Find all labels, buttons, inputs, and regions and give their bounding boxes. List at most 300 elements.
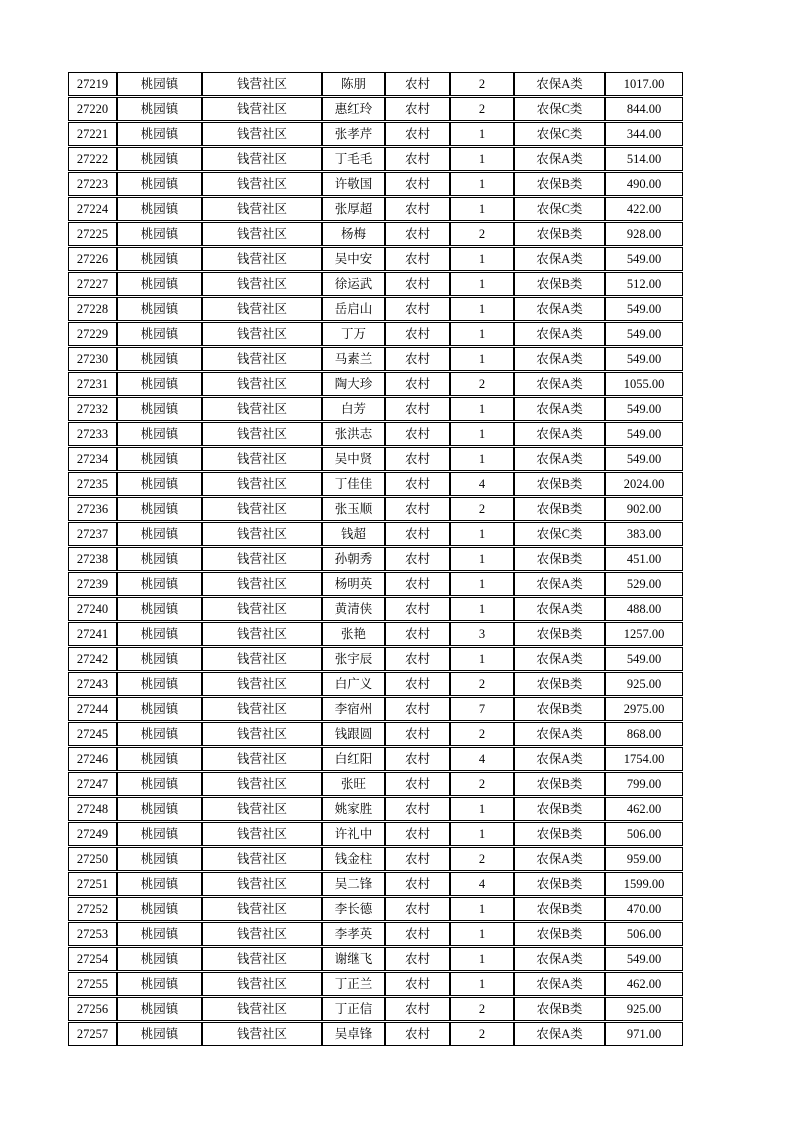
cell-count: 1 — [450, 147, 514, 171]
cell-category: 农保A类 — [514, 747, 605, 771]
table-row — [68, 272, 683, 296]
cell-name: 丁万 — [322, 322, 385, 346]
cell-amount: 971.00 — [605, 1022, 683, 1046]
cell-amount: 549.00 — [605, 397, 683, 421]
cell-community: 钱营社区 — [202, 272, 322, 296]
cell-count: 2 — [450, 1022, 514, 1046]
cell-id: 27257 — [68, 1022, 117, 1046]
cell-count: 1 — [450, 322, 514, 346]
cell-town: 桃园镇 — [117, 347, 202, 371]
cell-community: 钱营社区 — [202, 147, 322, 171]
cell-count: 1 — [450, 272, 514, 296]
table-row — [68, 122, 683, 146]
table-row — [68, 997, 683, 1021]
cell-id: 27240 — [68, 597, 117, 621]
cell-residence: 农村 — [385, 72, 450, 96]
cell-category: 农保A类 — [514, 322, 605, 346]
cell-count: 1 — [450, 422, 514, 446]
cell-id: 27222 — [68, 147, 117, 171]
cell-count: 1 — [450, 572, 514, 596]
cell-id: 27227 — [68, 272, 117, 296]
cell-amount: 549.00 — [605, 322, 683, 346]
cell-category: 农保B类 — [514, 922, 605, 946]
cell-category: 农保C类 — [514, 522, 605, 546]
cell-community: 钱营社区 — [202, 597, 322, 621]
cell-id: 27254 — [68, 947, 117, 971]
cell-residence: 农村 — [385, 547, 450, 571]
table-row — [68, 322, 683, 346]
cell-category: 农保B类 — [514, 172, 605, 196]
table-row — [68, 872, 683, 896]
cell-name: 李孝英 — [322, 922, 385, 946]
cell-category: 农保C类 — [514, 97, 605, 121]
cell-amount: 549.00 — [605, 947, 683, 971]
cell-community: 钱营社区 — [202, 322, 322, 346]
cell-residence: 农村 — [385, 222, 450, 246]
cell-amount: 549.00 — [605, 347, 683, 371]
cell-count: 4 — [450, 472, 514, 496]
table-row — [68, 847, 683, 871]
cell-amount: 549.00 — [605, 422, 683, 446]
cell-name: 张洪志 — [322, 422, 385, 446]
cell-community: 钱营社区 — [202, 472, 322, 496]
cell-amount: 488.00 — [605, 597, 683, 621]
cell-count: 1 — [450, 647, 514, 671]
cell-amount: 2024.00 — [605, 472, 683, 496]
cell-category: 农保B类 — [514, 797, 605, 821]
cell-community: 钱营社区 — [202, 547, 322, 571]
cell-id: 27245 — [68, 722, 117, 746]
cell-town: 桃园镇 — [117, 722, 202, 746]
cell-town: 桃园镇 — [117, 472, 202, 496]
cell-name: 许礼中 — [322, 822, 385, 846]
cell-category: 农保A类 — [514, 1022, 605, 1046]
cell-town: 桃园镇 — [117, 672, 202, 696]
cell-town: 桃园镇 — [117, 697, 202, 721]
cell-id: 27252 — [68, 897, 117, 921]
cell-amount: 451.00 — [605, 547, 683, 571]
cell-amount: 512.00 — [605, 272, 683, 296]
cell-amount: 799.00 — [605, 772, 683, 796]
cell-residence: 农村 — [385, 122, 450, 146]
cell-name: 丁正兰 — [322, 972, 385, 996]
cell-amount: 925.00 — [605, 997, 683, 1021]
cell-town: 桃园镇 — [117, 622, 202, 646]
cell-name: 陶大珍 — [322, 372, 385, 396]
table-row — [68, 522, 683, 546]
cell-category: 农保A类 — [514, 72, 605, 96]
cell-amount: 549.00 — [605, 297, 683, 321]
cell-community: 钱营社区 — [202, 297, 322, 321]
cell-name: 白广义 — [322, 672, 385, 696]
cell-category: 农保A类 — [514, 297, 605, 321]
table-row — [68, 147, 683, 171]
cell-town: 桃园镇 — [117, 72, 202, 96]
cell-residence: 农村 — [385, 297, 450, 321]
cell-count: 1 — [450, 972, 514, 996]
cell-name: 杨梅 — [322, 222, 385, 246]
cell-town: 桃园镇 — [117, 572, 202, 596]
cell-count: 1 — [450, 122, 514, 146]
cell-town: 桃园镇 — [117, 447, 202, 471]
cell-town: 桃园镇 — [117, 922, 202, 946]
cell-amount: 529.00 — [605, 572, 683, 596]
cell-town: 桃园镇 — [117, 822, 202, 846]
cell-community: 钱营社区 — [202, 622, 322, 646]
cell-category: 农保A类 — [514, 572, 605, 596]
cell-residence: 农村 — [385, 97, 450, 121]
cell-community: 钱营社区 — [202, 222, 322, 246]
cell-count: 1 — [450, 197, 514, 221]
cell-category: 农保A类 — [514, 722, 605, 746]
cell-id: 27235 — [68, 472, 117, 496]
cell-name: 张艳 — [322, 622, 385, 646]
cell-category: 农保B类 — [514, 622, 605, 646]
cell-community: 钱营社区 — [202, 247, 322, 271]
table-row — [68, 197, 683, 221]
cell-residence: 农村 — [385, 622, 450, 646]
cell-community: 钱营社区 — [202, 947, 322, 971]
cell-name: 许敬国 — [322, 172, 385, 196]
cell-id: 27255 — [68, 972, 117, 996]
cell-count: 4 — [450, 872, 514, 896]
cell-name: 杨明英 — [322, 572, 385, 596]
table-row — [68, 397, 683, 421]
cell-community: 钱营社区 — [202, 197, 322, 221]
cell-amount: 470.00 — [605, 897, 683, 921]
table-row — [68, 1022, 683, 1046]
cell-name: 岳启山 — [322, 297, 385, 321]
table-row — [68, 672, 683, 696]
records-table — [68, 71, 683, 1047]
cell-town: 桃园镇 — [117, 747, 202, 771]
cell-id: 27221 — [68, 122, 117, 146]
cell-category: 农保A类 — [514, 647, 605, 671]
cell-amount: 1017.00 — [605, 72, 683, 96]
cell-count: 1 — [450, 547, 514, 571]
cell-residence: 农村 — [385, 797, 450, 821]
cell-id: 27256 — [68, 997, 117, 1021]
cell-id: 27224 — [68, 197, 117, 221]
cell-id: 27239 — [68, 572, 117, 596]
cell-name: 丁佳佳 — [322, 472, 385, 496]
cell-name: 张孝芹 — [322, 122, 385, 146]
cell-residence: 农村 — [385, 422, 450, 446]
table-row — [68, 822, 683, 846]
cell-residence: 农村 — [385, 497, 450, 521]
table-row — [68, 947, 683, 971]
cell-count: 2 — [450, 847, 514, 871]
cell-count: 1 — [450, 347, 514, 371]
cell-id: 27246 — [68, 747, 117, 771]
cell-count: 1 — [450, 922, 514, 946]
cell-community: 钱营社区 — [202, 372, 322, 396]
cell-residence: 农村 — [385, 147, 450, 171]
cell-name: 钱超 — [322, 522, 385, 546]
cell-count: 7 — [450, 697, 514, 721]
cell-residence: 农村 — [385, 447, 450, 471]
cell-category: 农保B类 — [514, 897, 605, 921]
cell-count: 2 — [450, 497, 514, 521]
cell-name: 陈朋 — [322, 72, 385, 96]
cell-residence: 农村 — [385, 397, 450, 421]
cell-id: 27251 — [68, 872, 117, 896]
cell-amount: 422.00 — [605, 197, 683, 221]
cell-residence: 农村 — [385, 947, 450, 971]
cell-name: 黄清侠 — [322, 597, 385, 621]
cell-count: 2 — [450, 772, 514, 796]
cell-count: 4 — [450, 747, 514, 771]
cell-name: 吴中安 — [322, 247, 385, 271]
cell-id: 27226 — [68, 247, 117, 271]
table-row — [68, 72, 683, 96]
cell-residence: 农村 — [385, 697, 450, 721]
table-row — [68, 422, 683, 446]
cell-community: 钱营社区 — [202, 122, 322, 146]
cell-town: 桃园镇 — [117, 1022, 202, 1046]
cell-id: 27244 — [68, 697, 117, 721]
cell-id: 27250 — [68, 847, 117, 871]
cell-town: 桃园镇 — [117, 997, 202, 1021]
cell-community: 钱营社区 — [202, 997, 322, 1021]
cell-community: 钱营社区 — [202, 772, 322, 796]
cell-count: 1 — [450, 597, 514, 621]
table-row — [68, 222, 683, 246]
cell-category: 农保B类 — [514, 222, 605, 246]
cell-id: 27232 — [68, 397, 117, 421]
cell-amount: 462.00 — [605, 797, 683, 821]
cell-name: 徐运武 — [322, 272, 385, 296]
cell-count: 2 — [450, 997, 514, 1021]
cell-count: 2 — [450, 72, 514, 96]
cell-residence: 农村 — [385, 597, 450, 621]
cell-town: 桃园镇 — [117, 422, 202, 446]
cell-town: 桃园镇 — [117, 872, 202, 896]
cell-town: 桃园镇 — [117, 122, 202, 146]
cell-town: 桃园镇 — [117, 772, 202, 796]
table-row — [68, 97, 683, 121]
cell-amount: 844.00 — [605, 97, 683, 121]
cell-amount: 462.00 — [605, 972, 683, 996]
cell-amount: 1257.00 — [605, 622, 683, 646]
cell-category: 农保A类 — [514, 147, 605, 171]
cell-amount: 506.00 — [605, 822, 683, 846]
table-row — [68, 722, 683, 746]
cell-count: 2 — [450, 372, 514, 396]
cell-category: 农保B类 — [514, 672, 605, 696]
cell-name: 马素兰 — [322, 347, 385, 371]
cell-id: 27242 — [68, 647, 117, 671]
table-row — [68, 297, 683, 321]
cell-residence: 农村 — [385, 747, 450, 771]
cell-name: 白芳 — [322, 397, 385, 421]
cell-count: 2 — [450, 222, 514, 246]
cell-amount: 959.00 — [605, 847, 683, 871]
cell-residence: 农村 — [385, 672, 450, 696]
cell-town: 桃园镇 — [117, 397, 202, 421]
table-row — [68, 647, 683, 671]
cell-name: 丁毛毛 — [322, 147, 385, 171]
cell-residence: 农村 — [385, 172, 450, 196]
cell-category: 农保B类 — [514, 547, 605, 571]
cell-name: 惠红玲 — [322, 97, 385, 121]
cell-community: 钱营社区 — [202, 972, 322, 996]
cell-town: 桃园镇 — [117, 372, 202, 396]
cell-residence: 农村 — [385, 647, 450, 671]
cell-community: 钱营社区 — [202, 697, 322, 721]
cell-name: 李宿州 — [322, 697, 385, 721]
table-row — [68, 922, 683, 946]
cell-community: 钱营社区 — [202, 497, 322, 521]
cell-town: 桃园镇 — [117, 597, 202, 621]
cell-residence: 农村 — [385, 847, 450, 871]
cell-community: 钱营社区 — [202, 572, 322, 596]
cell-community: 钱营社区 — [202, 797, 322, 821]
cell-name: 张旺 — [322, 772, 385, 796]
cell-id: 27248 — [68, 797, 117, 821]
cell-category: 农保A类 — [514, 847, 605, 871]
table-row — [68, 172, 683, 196]
cell-town: 桃园镇 — [117, 197, 202, 221]
cell-community: 钱营社区 — [202, 822, 322, 846]
cell-amount: 868.00 — [605, 722, 683, 746]
cell-name: 白红阳 — [322, 747, 385, 771]
cell-town: 桃园镇 — [117, 97, 202, 121]
cell-category: 农保B类 — [514, 872, 605, 896]
cell-residence: 农村 — [385, 822, 450, 846]
cell-community: 钱营社区 — [202, 747, 322, 771]
cell-category: 农保A类 — [514, 447, 605, 471]
cell-name: 谢继飞 — [322, 947, 385, 971]
cell-count: 1 — [450, 897, 514, 921]
cell-community: 钱营社区 — [202, 647, 322, 671]
cell-category: 农保A类 — [514, 372, 605, 396]
cell-community: 钱营社区 — [202, 397, 322, 421]
cell-count: 1 — [450, 297, 514, 321]
table-row — [68, 547, 683, 571]
cell-count: 1 — [450, 247, 514, 271]
cell-residence: 农村 — [385, 572, 450, 596]
cell-id: 27233 — [68, 422, 117, 446]
cell-residence: 农村 — [385, 897, 450, 921]
cell-category: 农保B类 — [514, 997, 605, 1021]
table-row — [68, 472, 683, 496]
cell-town: 桃园镇 — [117, 247, 202, 271]
cell-amount: 1055.00 — [605, 372, 683, 396]
cell-residence: 农村 — [385, 772, 450, 796]
cell-town: 桃园镇 — [117, 147, 202, 171]
cell-residence: 农村 — [385, 197, 450, 221]
cell-community: 钱营社区 — [202, 172, 322, 196]
cell-community: 钱营社区 — [202, 897, 322, 921]
cell-id: 27237 — [68, 522, 117, 546]
cell-amount: 514.00 — [605, 147, 683, 171]
cell-name: 钱金柱 — [322, 847, 385, 871]
table-row — [68, 347, 683, 371]
cell-town: 桃园镇 — [117, 497, 202, 521]
cell-category: 农保A类 — [514, 597, 605, 621]
cell-name: 吴卓锋 — [322, 1022, 385, 1046]
table-row — [68, 572, 683, 596]
cell-id: 27249 — [68, 822, 117, 846]
cell-town: 桃园镇 — [117, 272, 202, 296]
cell-id: 27229 — [68, 322, 117, 346]
cell-town: 桃园镇 — [117, 972, 202, 996]
cell-community: 钱营社区 — [202, 97, 322, 121]
cell-town: 桃园镇 — [117, 847, 202, 871]
cell-id: 27230 — [68, 347, 117, 371]
cell-count: 2 — [450, 722, 514, 746]
table-row — [68, 772, 683, 796]
cell-id: 27234 — [68, 447, 117, 471]
table-row — [68, 747, 683, 771]
cell-residence: 农村 — [385, 722, 450, 746]
cell-amount: 383.00 — [605, 522, 683, 546]
cell-count: 2 — [450, 672, 514, 696]
table-row — [68, 622, 683, 646]
cell-category: 农保C类 — [514, 197, 605, 221]
cell-community: 钱营社区 — [202, 872, 322, 896]
cell-community: 钱营社区 — [202, 922, 322, 946]
cell-town: 桃园镇 — [117, 947, 202, 971]
cell-town: 桃园镇 — [117, 297, 202, 321]
cell-name: 吴中贤 — [322, 447, 385, 471]
cell-count: 1 — [450, 172, 514, 196]
cell-name: 张宇辰 — [322, 647, 385, 671]
cell-amount: 549.00 — [605, 447, 683, 471]
cell-amount: 1754.00 — [605, 747, 683, 771]
cell-name: 李长德 — [322, 897, 385, 921]
cell-community: 钱营社区 — [202, 722, 322, 746]
table-body — [68, 72, 683, 1046]
cell-id: 27223 — [68, 172, 117, 196]
cell-residence: 农村 — [385, 922, 450, 946]
cell-amount: 925.00 — [605, 672, 683, 696]
cell-id: 27236 — [68, 497, 117, 521]
cell-amount: 549.00 — [605, 647, 683, 671]
cell-name: 丁正信 — [322, 997, 385, 1021]
cell-category: 农保A类 — [514, 347, 605, 371]
cell-id: 27220 — [68, 97, 117, 121]
cell-name: 钱跟圆 — [322, 722, 385, 746]
cell-community: 钱营社区 — [202, 447, 322, 471]
cell-category: 农保A类 — [514, 972, 605, 996]
cell-id: 27238 — [68, 547, 117, 571]
cell-count: 3 — [450, 622, 514, 646]
cell-name: 张厚超 — [322, 197, 385, 221]
cell-count: 2 — [450, 97, 514, 121]
cell-id: 27231 — [68, 372, 117, 396]
cell-residence: 农村 — [385, 997, 450, 1021]
cell-category: 农保A类 — [514, 947, 605, 971]
cell-community: 钱营社区 — [202, 422, 322, 446]
cell-residence: 农村 — [385, 272, 450, 296]
cell-residence: 农村 — [385, 872, 450, 896]
cell-count: 1 — [450, 947, 514, 971]
cell-category: 农保C类 — [514, 122, 605, 146]
cell-category: 农保A类 — [514, 247, 605, 271]
cell-town: 桃园镇 — [117, 522, 202, 546]
cell-category: 农保B类 — [514, 822, 605, 846]
table-row — [68, 247, 683, 271]
table-row — [68, 372, 683, 396]
table-row — [68, 897, 683, 921]
cell-count: 1 — [450, 797, 514, 821]
cell-name: 孙朝秀 — [322, 547, 385, 571]
cell-id: 27243 — [68, 672, 117, 696]
cell-town: 桃园镇 — [117, 797, 202, 821]
cell-id: 27241 — [68, 622, 117, 646]
